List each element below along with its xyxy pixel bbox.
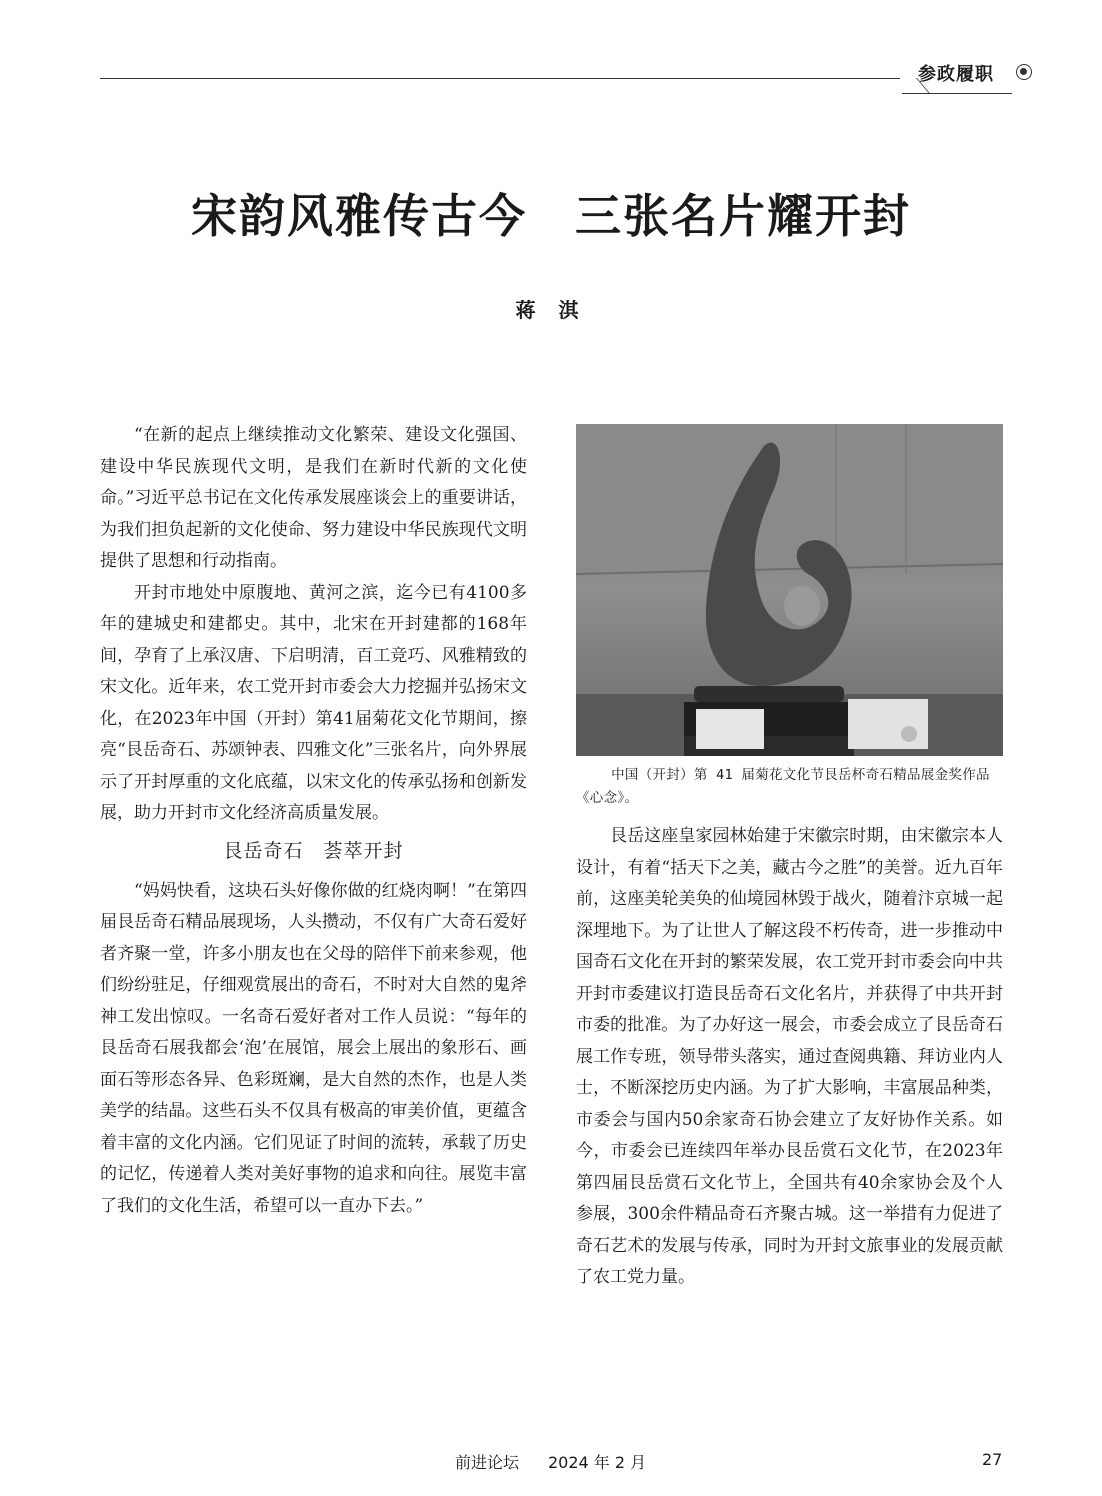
photo-caption: 中国（开封）第 41 届菊花文化节艮岳杯奇石精品展金奖作品《心念》。 — [576, 767, 990, 806]
footer-journal: 前进论坛 — [455, 1453, 520, 1472]
paragraph: 开封市地处中原腹地、黄河之滨，迄今已有4100多年的建城史和建都史。其中，北宋在开封建都的168年间，孕育了上承汉唐、下启明清，百工竞巧、风雅精致的宋文化。近年来，农工党开封市委会大力挖掘并弘扬宋文化，在2023年中国（开封）第41届菊花文化节期间，擦亮“艮岳奇石、苏颂钟表、四雅文化”三张名片，向外界展示了开封厚重的文化底蕴，以宋文化的传承弘扬和创新发展，助力开封市文化经济高质量发展。 — [100, 582, 527, 823]
article-author: 蒋 淇 — [515, 298, 587, 322]
paragraph: 艮岳这座皇家园林始建于宋徽宗时期，由宋徽宗本人设计，有着“括天下之美，藏古今之胜”的美誉。近九百年前，这座美轮美奂的仙境园林毁于战火，随着汴京城一起深埋地下。为了让世人了解这段不朽传奇，进一步推动中国奇石文化在开封的繁荣发展，农工党开封市委会向中共开封市委建议打造艮岳奇石文化名片，并获得了中共开封市委的批准。为了办好这一展会，市委会成立了艮岳奇石展工作专班，领导带头落实，通过查阅典籍、拜访业内人士，不断深挖历史内涵。为了扩大影响，丰富展品种类，市委会与国内50余家奇石协会建立了友好协作关系。如今，市委会已连续四年举办艮岳赏石文化节，在2023年第四届艮岳赏石文化节上，全国共有40余家协会及个人参展，300余件精品奇石齐聚古城。这一举措有力促进了奇石艺术的发展与传承，同时为开封文旅事业的发展贡献了农工党力量。 — [576, 826, 1003, 1287]
footer-date: 2024 年 2 月 — [548, 1453, 647, 1472]
page-number: 27 — [982, 1450, 1003, 1469]
header-rule — [100, 78, 900, 79]
left-column — [100, 420, 527, 1222]
paragraph: “妈妈快看，这块石头好像你做的红烧肉啊！”在第四届艮岳奇石精品展现场，人头攒动，不仅有广大奇石爱好者齐聚一堂，许多小朋友也在父母的陪伴下前来参观，他们纷纷驻足，仔细观赏展出的奇石，不时对大自然的鬼斧神工发出惊叹。一名奇石爱好者对工作人员说：“每年的艮岳奇石展我都会‘泡’在展馆，展会上展出的象形石、画面石等形态各异、色彩斑斓，是大自然的杰作，也是人类美学的结晶。这些石头不仅具有极高的审美价值，更蕴含着丰富的文化内涵。它们见证了时间的流转，承载了历史的记忆，传递着人类对美好事物的追求和向往。展览丰富了我们的文化生活，希望可以一直办下去。” — [100, 880, 527, 1216]
rock-sculpture-image — [576, 424, 1003, 756]
header-rule-right — [902, 93, 1012, 94]
article-title: 宋韵风雅传古今 三张名片耀开封 — [191, 189, 911, 243]
target-circle-icon — [1016, 64, 1032, 80]
paragraph: “在新的起点上继续推动文化繁荣、建设文化强国、建设中华民族现代文明，是我们在新时代新的文化使命。”习近平总书记在文化传承发展座谈会上的重要讲话，为我们担负起新的文化使命、努力建设中华民族现代文明提供了思想和行动指南。 — [100, 425, 527, 571]
stone-photo — [576, 424, 1003, 756]
section-subheading: 艮岳奇石 荟萃开封 — [223, 839, 404, 862]
right-column — [576, 821, 1003, 1294]
section-label: 参政履职 — [918, 64, 994, 85]
